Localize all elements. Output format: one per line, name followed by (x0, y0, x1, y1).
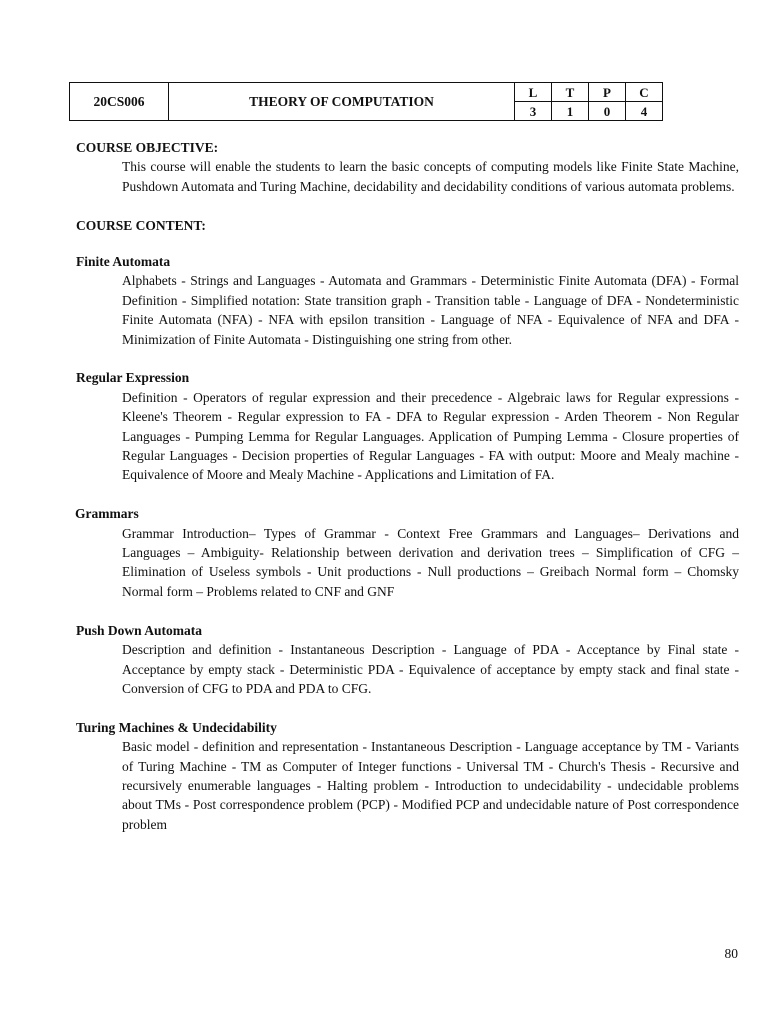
section-push-down-automata (76, 621, 739, 699)
section-grammars (76, 504, 739, 601)
section-text: Definition - Operators of regular expression and their precedence - Algebraic laws for Regular expressions - Kleene's Theorem - Regular expression to FA - DFA to Regular expression - Arden Theorem - Non Regular Languages - Pumping Lemma for Regular Languages. Application of Pumping Lemma - Closure properties of Regular Languages - Decision properties of Regular Languages - FA with output: Moore and Mealy machine - Equivalence of Moore and Mealy Machine - Applications and Limitation of FA. (122, 389, 739, 483)
content-heading: COURSE CONTENT: (76, 217, 206, 233)
section-text: Alphabets - Strings and Languages - Automata and Grammars - Deterministic Finite Automata (DFA) - Formal Definition - Simplified notation: State transition graph - Transition table - Language of DFA - Nondeterministic Finite Automata (NFA) - NFA with epsilon transition - Language of NFA - Equivalence of NFA and DFA - Minimization of Finite Automata - Distinguishing one string from other. (122, 273, 739, 347)
ltpc-value-p: 0 (589, 102, 626, 121)
objective-heading: COURSE OBJECTIVE: (76, 140, 219, 155)
section-heading: Push Down Automata (76, 622, 203, 638)
section-text: Description and definition - Instantaneous Description - Language of PDA - Acceptance by Final state - Acceptance by empty stack - Deterministic PDA - Equivalence of acceptance by empty stack and final state - Conversion of CFG to PDA and PDA to CFG. (122, 642, 739, 696)
section-heading: Finite Automata (76, 254, 171, 270)
course-content (76, 138, 739, 834)
section-text: Basic model - definition and representation - Instantaneous Description - Language acceptance by TM - Variants of Turing Machine - TM as Computer of Integer functions - Universal TM - Church's Thesis - Recursive and recursively enumerable languages - Halting problem - Introduction to undecidability - undecidable problems about TMs - Post correspondence problem (PCP) - Modified PCP and undecidable nature of Post correspondence problem (122, 739, 739, 832)
ltpc-header-l: L (515, 83, 552, 102)
ltpc-header-p: P (589, 83, 626, 102)
ltpc-value-c: 4 (626, 102, 663, 121)
ltpc-value-l: 3 (515, 102, 552, 121)
course-code: 20CS006 (70, 83, 169, 121)
ltpc-value-t: 1 (552, 102, 589, 121)
ltpc-header-t: T (552, 83, 589, 102)
section-heading: Regular Expression (76, 370, 190, 386)
course-title: THEORY OF COMPUTATION (169, 83, 515, 121)
section-heading: Grammars (75, 506, 139, 522)
section-text: Grammar Introduction– Types of Grammar - Context Free Grammars and Languages– Derivations and Languages – Ambiguity- Relationship between derivation and derivation trees – Simplification of CFG – Elimination of Useless symbols - Unit productions - Null productions – Greibach Normal form – Chomsky Normal form – Problems related to CNF and GNF (122, 525, 739, 599)
course-header-table (69, 82, 663, 121)
objective-text: This course will enable the students to learn the basic concepts of computing models like Finite State Machine, Pushdown Automata and Turing Machine, decidability and decidability conditions of various automata problems. (122, 159, 739, 194)
section-finite-automata (76, 252, 739, 349)
page-number: 80 (724, 946, 738, 961)
section-heading: Turing Machines & Undecidability (76, 719, 277, 735)
section-regular-expression (76, 368, 739, 484)
section-turing-machines (76, 718, 739, 834)
ltpc-header-c: C (626, 83, 663, 102)
